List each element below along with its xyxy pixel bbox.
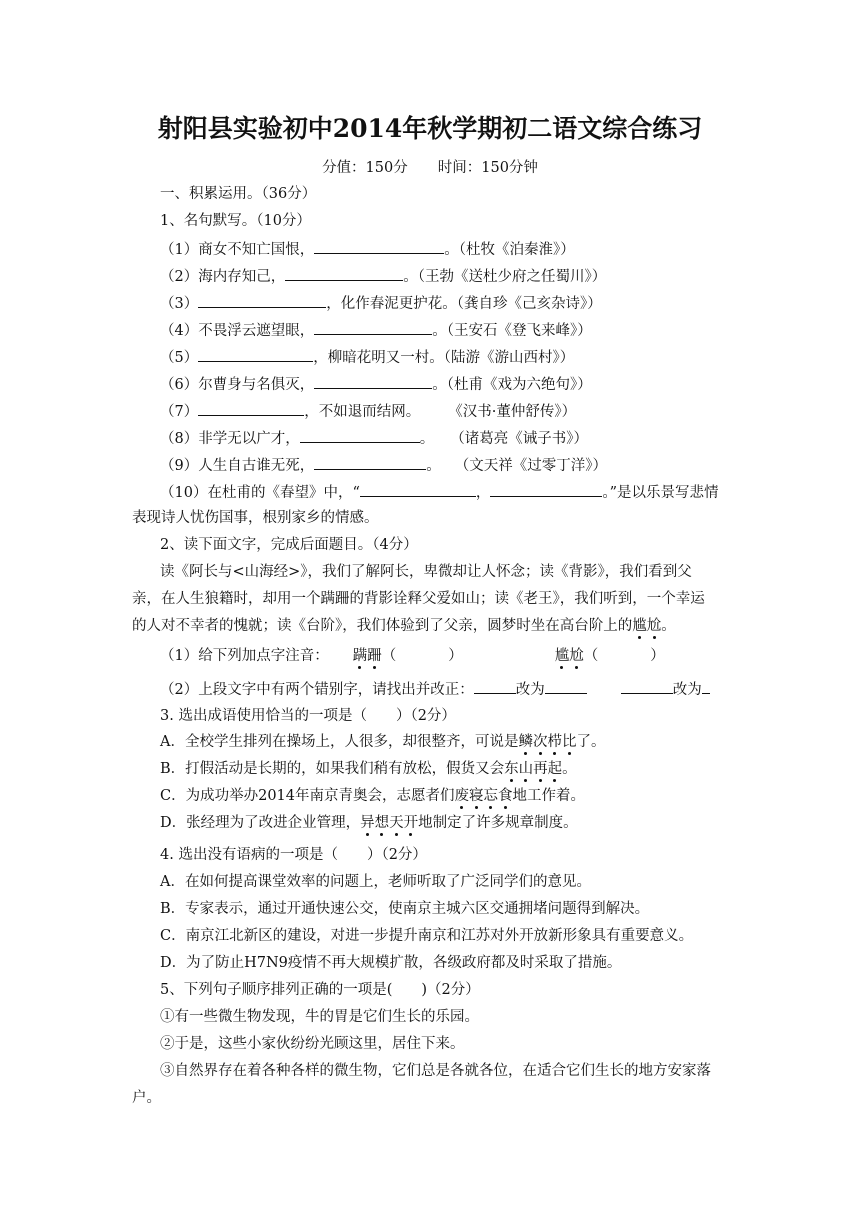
q5-heading: 5、下列句子顺序排列正确的一项是( )（2分） <box>160 982 480 998</box>
answer-blank[interactable] <box>198 292 326 308</box>
emphasis-dot-char: 废 <box>454 788 469 804</box>
q3-option-a: A．全校学生排列在操场上，人很多，却很整齐，可说是鳞次栉比了。 <box>160 734 606 750</box>
emphasis-dot-char: 尴 <box>554 648 570 664</box>
emphasis-dot-char: 食 <box>498 788 513 804</box>
q2-heading: 2、读下面文字，完成后面题目。（4分） <box>160 537 418 553</box>
answer-blank[interactable] <box>314 319 432 335</box>
q1-item-5: （5） ，柳暗花明又一村。（陆游《游山西村》） <box>160 346 574 368</box>
emphasis-dot-char: 天 <box>389 815 404 831</box>
answer-blank[interactable] <box>474 678 516 694</box>
q2-paragraph-line-3: 的人对不幸者的愧就；读《台阶》，我们体验到了父亲，圆梦时坐在高台阶上的尴尬。 <box>132 618 676 634</box>
answer-blank[interactable] <box>314 454 426 470</box>
q3-heading: 3. 选出成语使用恰当的一项是（ ）（2分） <box>160 708 456 724</box>
emphasis-dot-char: 比 <box>561 734 577 750</box>
q1-item-3: （3） ，化作春泥更护花。（龚自珍《己亥杂诗》） <box>160 292 602 314</box>
q1-item-8: （8）非学无以广才， 。 （诸葛亮《诫子书》） <box>160 427 588 449</box>
q4-option-a: A．在如何提高课堂效率的问题上，老师听取了广泛同学们的意见。 <box>160 874 591 890</box>
emphasis-dot-char: 想 <box>374 815 390 831</box>
page-title: 射阳县实验初中2014年秋学期初二语文综合练习 <box>157 114 703 143</box>
time-label: 时间：150分钟 <box>437 160 538 176</box>
q3-option-d: D．张经理为了改进企业管理，异想天开地制定了许多规章制度。 <box>160 815 578 831</box>
emphasis-dot-char: 山 <box>518 761 534 777</box>
q2-paragraph-line-1: 读《阿长与<山海经>》，我们了解阿长，卑微却让人怀念；读《背影》，我们看到父 <box>160 564 692 580</box>
answer-blank[interactable] <box>702 678 710 694</box>
emphasis-dot-char: 起 <box>547 761 563 777</box>
pinyin-word-1: 蹒跚（ <box>352 648 397 664</box>
q1-item-7: （7） ，不如退而结网。 《汉书·董仲舒传》） <box>160 400 576 422</box>
q2-sub-1: （1）给下列加点字注音： 蹒跚（ ） 尴尬（ ） <box>160 648 665 664</box>
answer-blank[interactable] <box>360 481 476 497</box>
q4-heading: 4. 选出没有语病的一项是（ ）（2分） <box>160 847 427 863</box>
emphasis-dot-char: 尴 <box>632 618 647 634</box>
q4-option-b: B．专家表示，通过开通快速公交，使南京主城六区交通拥堵问题得到解决。 <box>160 901 650 917</box>
q5-sentence-2: ②于是，这些小家伙纷纷光顾这里，居住下来。 <box>160 1036 465 1052</box>
q1-item-4: （4）不畏浮云遮望眼， 。（王安石《登飞来峰》） <box>160 319 592 341</box>
emphasis-dot-char: 尬 <box>569 648 584 664</box>
section-1-heading: 一、积累运用。（36分） <box>160 186 317 202</box>
emphasis-dot-char: 栉 <box>547 734 562 750</box>
emphasis-dot-char: 鳞 <box>518 734 533 750</box>
answer-blank[interactable] <box>314 238 444 254</box>
answer-blank[interactable] <box>545 678 587 694</box>
emphasis-dot-char: 异 <box>360 815 375 831</box>
emphasis-dot-char: 再 <box>533 761 548 777</box>
q1-item-6: （6）尔曹身与名俱灭， 。（杜甫《戏为六绝句》） <box>160 373 592 395</box>
emphasis-dot-char: 开 <box>403 815 419 831</box>
answer-blank[interactable] <box>314 373 432 389</box>
q2-paragraph-line-2: 亲，在人生狼籍时，却用一个蹒跚的背影诠释父爱如山；读《老王》，我们听到，一个幸运 <box>132 591 705 607</box>
emphasis-dot-char: 忘 <box>483 788 498 804</box>
q1-heading: 1、名句默写。（10分） <box>160 213 311 229</box>
q1-item-10: （10）在杜甫的《春望》中，“ ， 。”是以乐景写悲情 <box>160 481 719 503</box>
q2-sub-2: （2）上段文字中有两个错别字，请找出并改正： 改为 改为 <box>160 678 710 700</box>
pinyin-word-2: 尴尬（ <box>554 648 599 664</box>
q3-option-c: C．为成功举办2014年南京青奥会，志愿者们废寝忘食地工作着。 <box>160 788 585 804</box>
emphasis-dot-char: 寝 <box>469 788 484 804</box>
answer-blank[interactable] <box>621 678 673 694</box>
q4-option-c: C．南京江北新区的建设，对进一步提升南京和江苏对外开放新形象具有重要意义。 <box>160 928 694 944</box>
q5-sentence-3: ③自然界存在着各种各样的微生物，它们总是各就各位，在适合它们生长的地方安家落 <box>160 1063 711 1079</box>
answer-blank[interactable] <box>490 481 602 497</box>
emphasis-dot-char: 东 <box>504 761 519 777</box>
emphasis-dot-char: 跚 <box>367 648 382 664</box>
score-time-line <box>0 158 860 178</box>
q1-item-9: （9）人生自古谁无死， 。 （文天祥《过零丁洋》） <box>160 454 607 476</box>
answer-blank[interactable] <box>285 265 403 281</box>
q4-option-d: D．为了防止H7N9疫情不再大规模扩散，各级政府都及时采取了措施。 <box>160 955 622 971</box>
answer-blank[interactable] <box>198 346 313 362</box>
emphasis-dot-char: 尬 <box>646 618 662 634</box>
score-label: 分值：150分 <box>322 160 408 176</box>
q1-item-2: （2）海内存知己， 。（王勃《送杜少府之任蜀川》） <box>160 265 606 287</box>
q1-item-1: （1）商女不知亡国恨， 。（杜牧《泊秦淮》） <box>160 238 575 260</box>
q5-sentence-1: ①有一些微生物发现，牛的胃是它们生长的乐园。 <box>160 1009 479 1025</box>
q5-sentence-3-wrap: 户。 <box>132 1090 161 1106</box>
q3-option-b: B．打假活动是长期的，如果我们稍有放松，假货又会东山再起。 <box>160 761 577 777</box>
emphasis-dot-char: 次 <box>532 734 548 750</box>
emphasis-dot-char: 蹒 <box>352 648 368 664</box>
answer-blank[interactable] <box>198 400 304 416</box>
answer-blank[interactable] <box>300 427 420 443</box>
q1-item-10-line2: 表现诗人忧伤国事，根别家乡的情感。 <box>132 510 379 526</box>
